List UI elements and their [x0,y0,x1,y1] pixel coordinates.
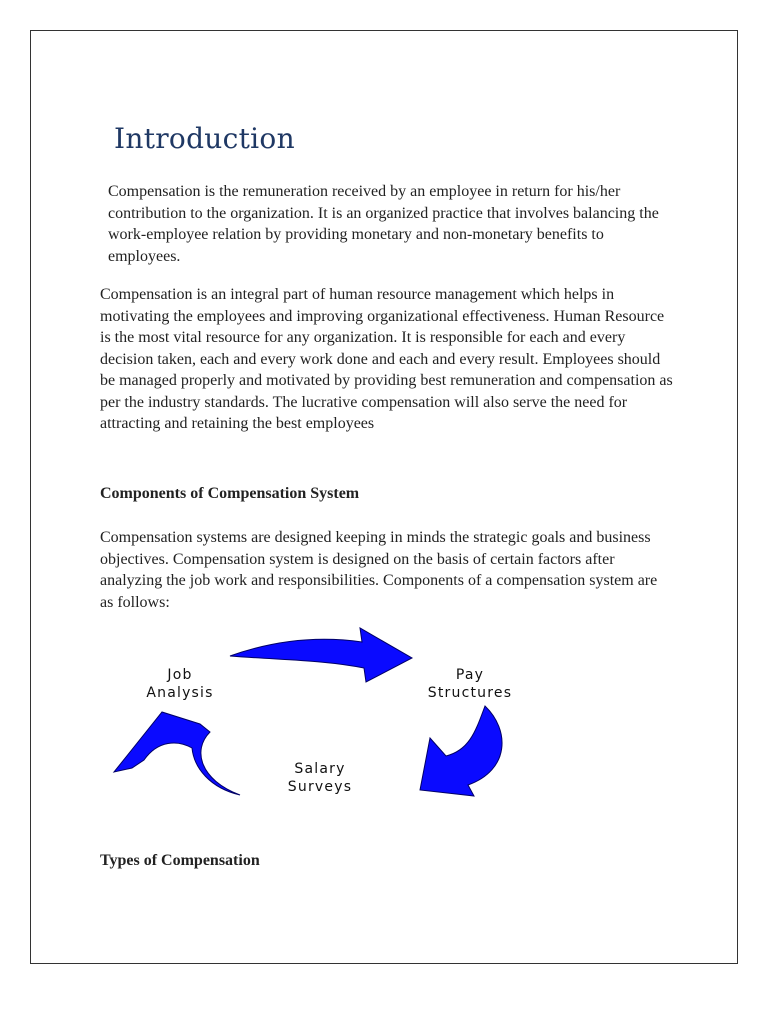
node-job-analysis [130,666,230,702]
arrow-job-to-pay [230,628,412,682]
node-job-line1: Job [167,667,193,683]
node-pay-line2: Structures [427,685,513,701]
compensation-cycle-diagram [100,620,540,810]
arrow-pay-to-salary [420,706,502,796]
node-salary-surveys [270,760,370,796]
node-salary-line1: Salary [294,761,346,777]
page-title: Introduction [114,122,295,155]
node-salary-line2: Surveys [287,779,353,795]
intro-paragraph: Compensation is the remuneration received by an employee in return for his/her contribution to the organization. It is an organized practice that involves balancing the work-employee relation by providing monetary and non-monetary benefits to employees. [108,183,659,265]
components-paragraph: Compensation systems are designed keeping in minds the strategic goals and business objectives. Compensation system is designed on the basis of certain factors after analyzing the job work and responsibilities. Components of a compensation system are as follows: [100,529,658,611]
arrow-salary-to-job [114,712,240,795]
components-heading: Components of Compensation System [100,485,360,502]
node-job-line2: Analysis [146,685,214,701]
types-heading: Types of Compensation [100,852,260,869]
node-pay-line1: Pay [455,667,485,683]
body-paragraph: Compensation is an integral part of human resource management which helps in motivating the employees and improving organizational effectiveness. Human Resource is the most vital resource for any organization. It is responsible for each and every decision taken, each and every work done and each and every result. Employees should be managed properly and motivated by providing best remuneration and compensation as per the industry standards. The lucrative compensation will also serve the need for attracting and retaining the best employees [100,286,673,432]
node-pay-structures [405,666,535,702]
